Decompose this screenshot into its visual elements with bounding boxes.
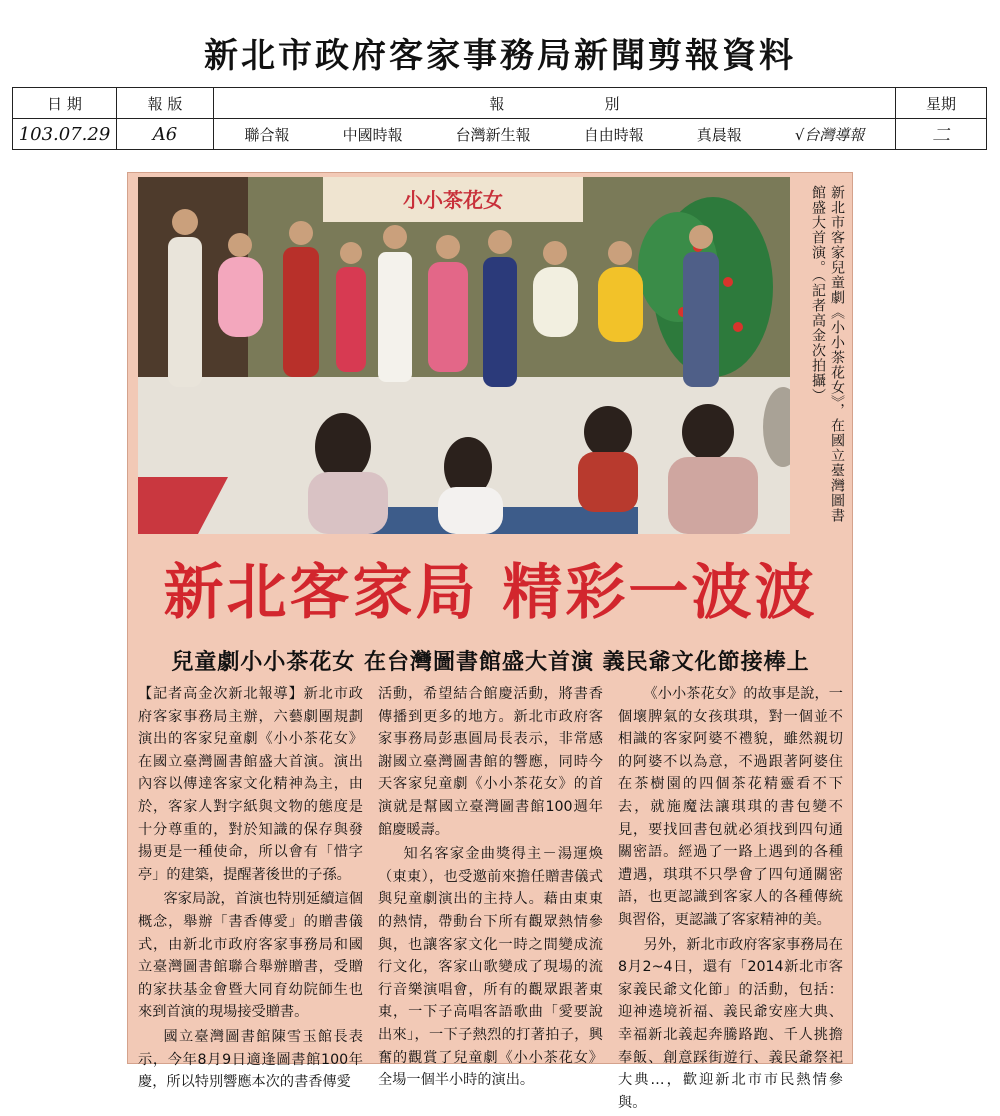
paper-option: 自由時報 xyxy=(583,125,644,144)
page-title: 新北市政府客家事務局新聞剪報資料 xyxy=(204,36,796,76)
selected-paper: √台灣導報 xyxy=(794,125,865,144)
paragraph: 知名客家金曲獎得主－湯運煥（東東），也受邀前來擔任贈書儀式與兒童劇演出的主持人。藉由東東的熱情，帶動台下所有觀眾熱情參與，也讓客家文化一時之間變成流行文化，客家山歌變成了現場的流行音樂演唱會，所有的觀眾跟著東東，一下子高唱客語歌曲「愛要說出來」，一下子熱烈的打著拍子，興奮的觀賞了兒童劇《小小茶花女》全場一個半小時的演出。 xyxy=(378,846,603,1089)
subheadline: 兒童劇小小茶花女 在台灣圖書館盛大首演 義民爺文化節接棒上 xyxy=(171,650,810,675)
article-column-1 xyxy=(138,683,363,1096)
paper-option: 台灣新生報 xyxy=(455,125,531,144)
weekday-label: 星期 xyxy=(896,88,987,119)
newspaper-list xyxy=(214,119,896,150)
stage-photo xyxy=(138,177,790,534)
newspaper-clipping xyxy=(127,172,853,1111)
banner-text: 小小茶花女 xyxy=(403,188,503,212)
paper-option: 中國時報 xyxy=(342,125,403,144)
clipping-info-table xyxy=(12,87,987,150)
paragraph: 另外，新北市政府客家事務局在8月2~4日，還有「2014新北市客家義民爺文化節」的活動，包括：迎神遶境祈福、義民爺安座大典、幸福新北義起奔騰路跑、千人挑擔奉飯、創意踩街遊行、義民爺祭祀大典…，歡迎新北市市民熱情參與。 xyxy=(618,936,843,1111)
paper-option: 聯合報 xyxy=(244,125,290,144)
edition-label: 報 版 xyxy=(117,88,214,119)
article-column-2 xyxy=(378,683,603,1094)
paragraph: 國立臺灣圖書館陳雪玉館長表示，今年8月9日適逢圖書館100年慶，所以特別響應本次的書香傳愛 xyxy=(138,1028,363,1091)
paragraph: 【記者高金次新北報導】新北市政府客家事務局主辦，六藝劇團規劃演出的客家兒童劇《小小茶花女》在國立臺灣圖書館盛大首演。演出內容以傳達客家文化精神為主，由於，客家人對字紙與文物的態度是十分尊重的，對於知識的保存與發揚更是一種使命，所以會有「惜字亭」的建築，提醒著後世的子孫。 xyxy=(138,686,363,883)
edition-value: A6 xyxy=(117,119,214,150)
paragraph: 客家局說，首演也特別延續這個概念，舉辦「書香傳愛」的贈書儀式，由新北市政府客家事務局和國立臺灣圖書館聯合舉辦贈書，受贈的家扶基金會暨大同育幼院師生也來到首演的現場接受贈書。 xyxy=(138,891,363,1021)
date-value: 103.07.29 xyxy=(13,119,117,150)
headline: 新北客家局 精彩一波波 xyxy=(163,558,818,628)
article-column-3 xyxy=(618,683,843,1116)
date-label: 日 期 xyxy=(13,88,117,119)
photo-illustration xyxy=(138,177,790,534)
paragraph: 活動，希望結合館慶活動，將書香傳播到更多的地方。新北市政府客家事務局彭惠圓局長表示，非常感謝國立臺灣圖書館的響應，同時今天客家兒童劇《小小茶花女》的首演就是幫國立臺灣圖書館100週年館慶暖壽。 xyxy=(378,686,603,838)
photo-caption: 新北市客家兒童劇《小小茶花女》，在國立臺灣圖書館盛大首演。（記者高金次拍攝） xyxy=(810,185,845,523)
weekday-value: 二 xyxy=(896,119,987,150)
paper-option: 真晨報 xyxy=(696,125,742,144)
paper-label: 報 別 xyxy=(214,88,896,119)
paragraph: 《小小茶花女》的故事是說，一個壞脾氣的女孩琪琪，對一個並不相識的客家阿婆不禮貌，雖然親切的阿婆不以為意，不過跟著阿婆住在茶樹園的四個茶花精靈看不下去，就施魔法讓琪琪的書包變不見，要找回書包就必須找到四句通關密語。經過了一路上遇到的各種遭遇，琪琪不只學會了四句通關密語，也更認識到客家人的各種傳統與習俗，更認識了客家精神的美。 xyxy=(618,686,843,928)
